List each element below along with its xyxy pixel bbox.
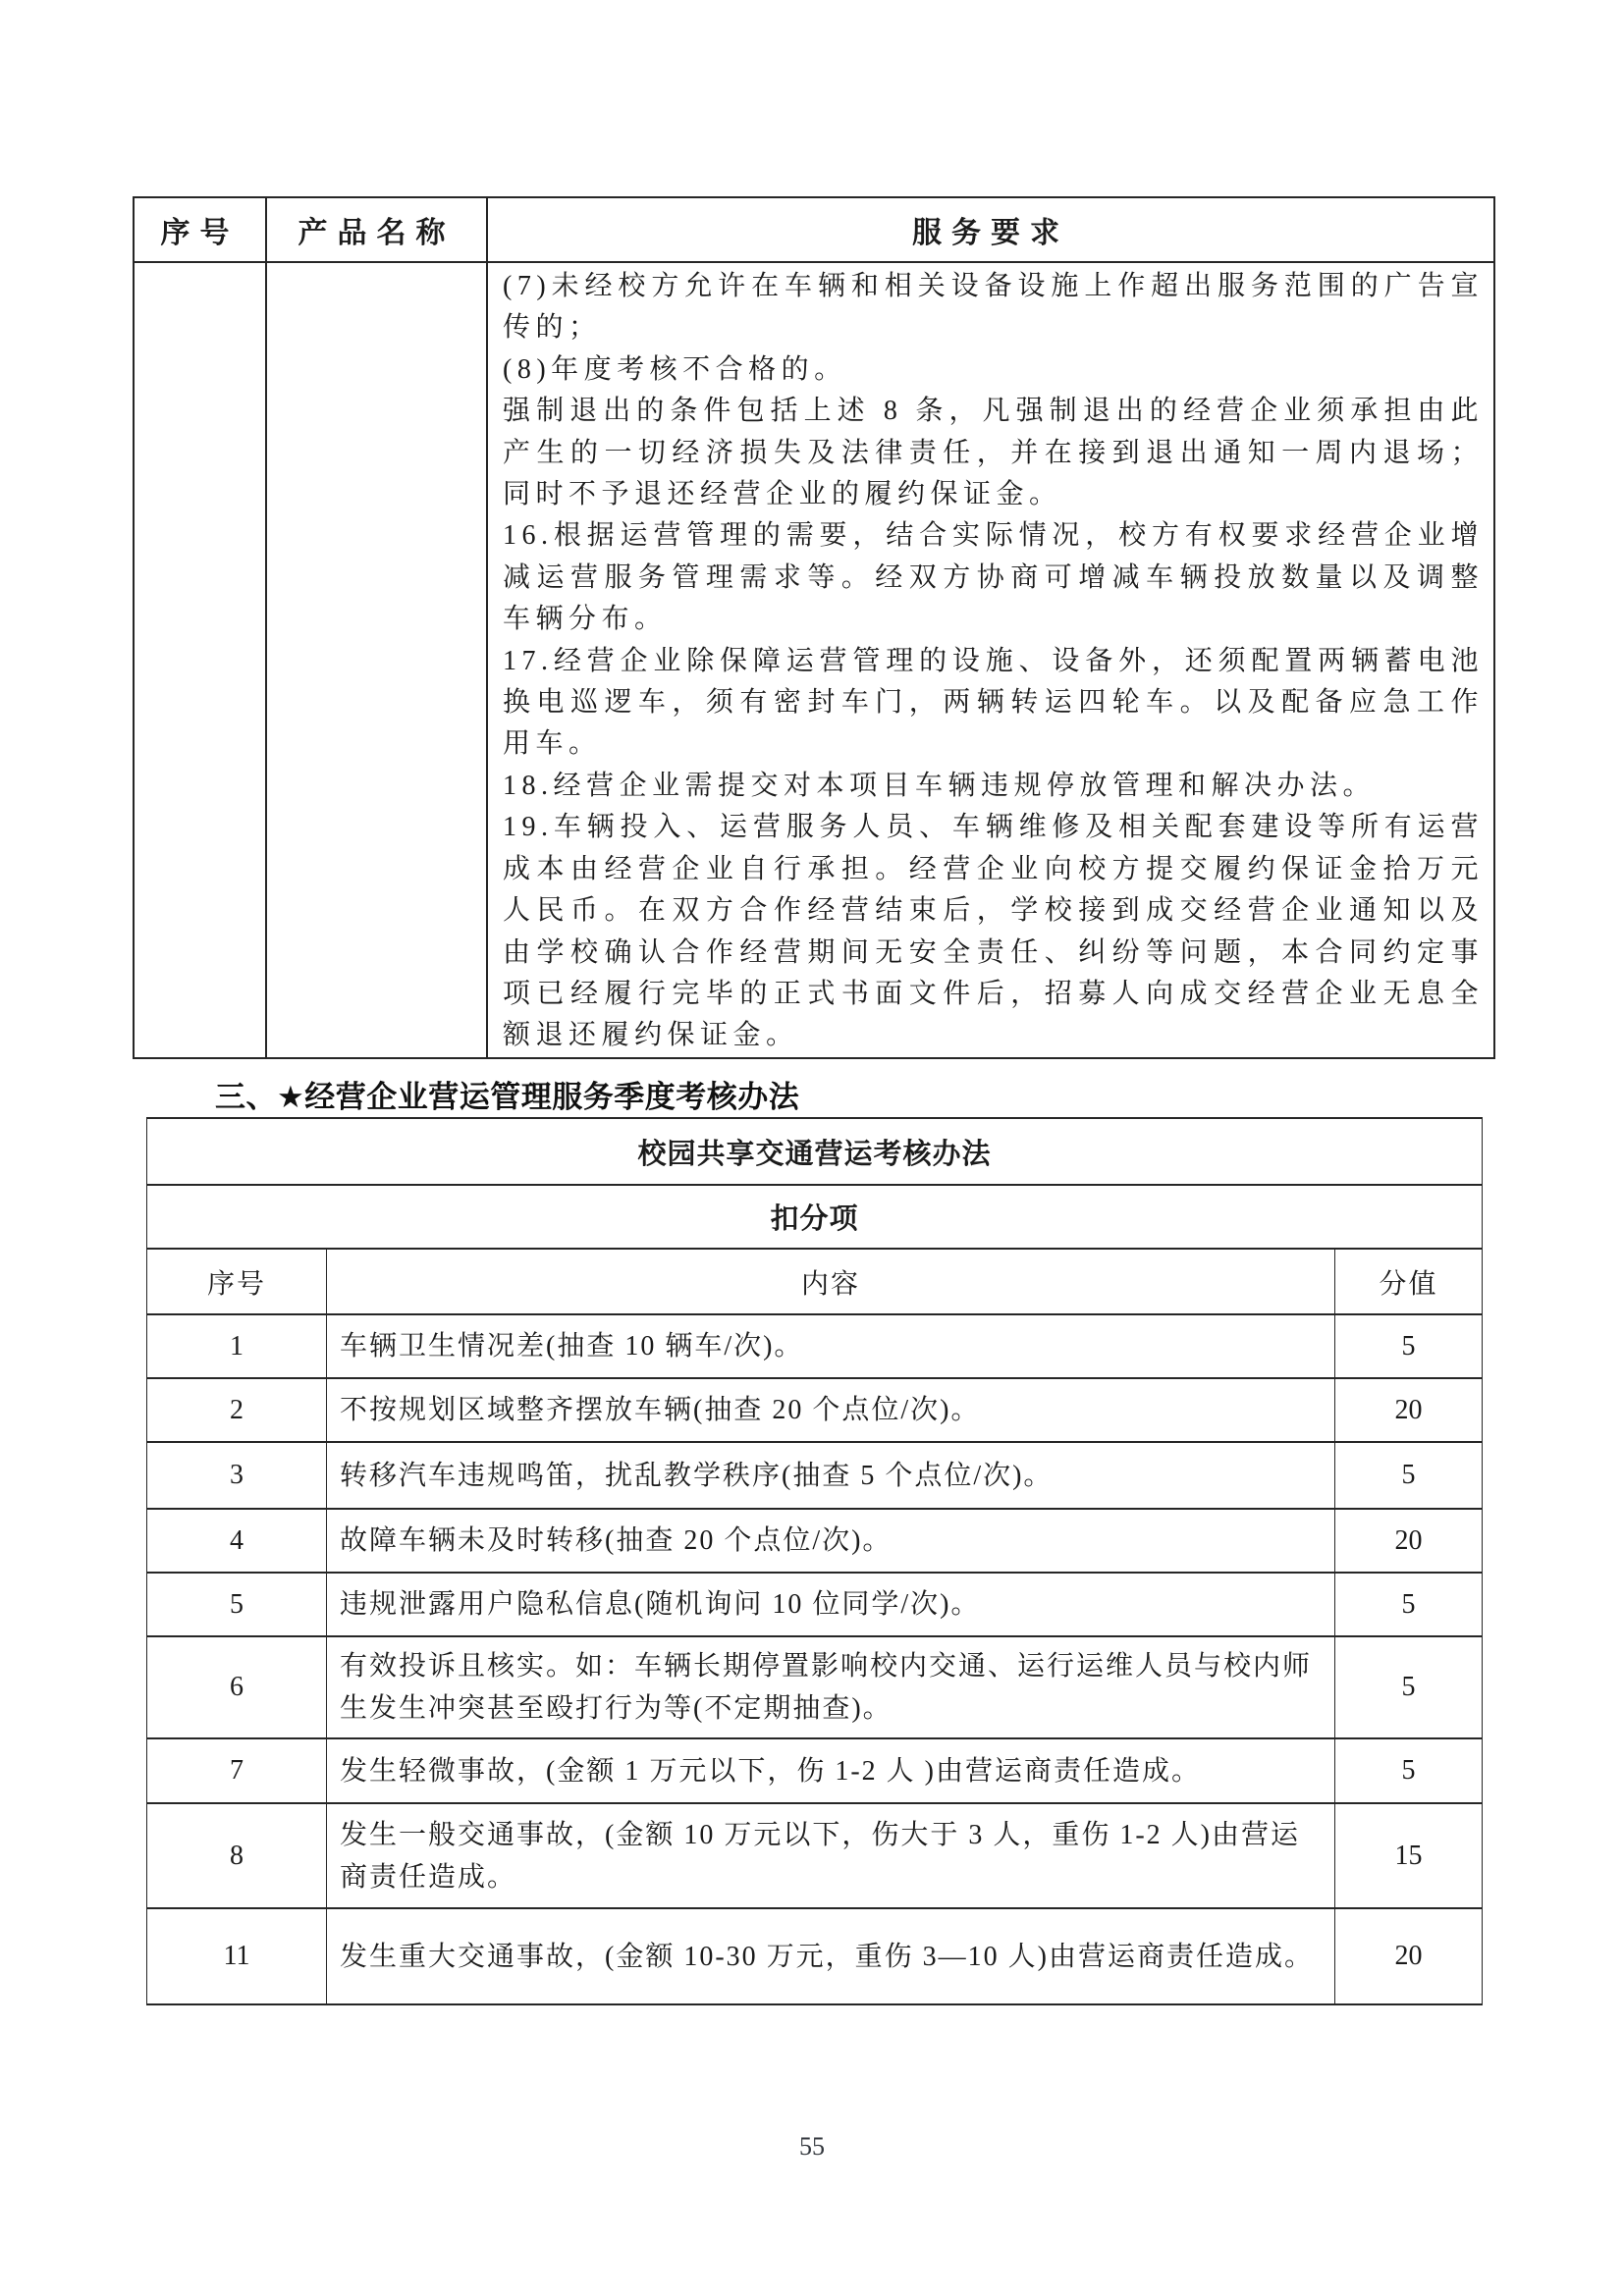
service-paragraph: (8)年度考核不合格的。 <box>503 353 847 385</box>
row-content-cell: 转移汽车违规鸣笛，扰乱教学秩序(抽查 5 个点位/次)。 <box>327 1442 1335 1509</box>
table1-product-name-cell <box>266 262 487 1058</box>
table-row <box>147 1803 1483 1908</box>
row-score-cell: 5 <box>1335 1573 1483 1636</box>
table-row <box>147 1378 1483 1442</box>
row-number-cell: 8 <box>147 1803 327 1908</box>
table1-serial-cell <box>134 262 266 1058</box>
row-number-cell: 4 <box>147 1509 327 1573</box>
table-row <box>147 1908 1483 2004</box>
table1-header-service-requirements: 服务要求 <box>487 197 1494 262</box>
table2-header-content: 内容 <box>327 1249 1335 1314</box>
row-number-cell: 3 <box>147 1442 327 1509</box>
row-score-cell: 20 <box>1335 1378 1483 1442</box>
assessment-table-title: 校园共享交通营运考核办法 <box>147 1118 1483 1185</box>
service-paragraph: 16.根据运营管理的需要，结合实际情况，校方有权要求经营企业增减运营服务管理需求等。经双方协商可增减车辆投放数量以及调整车辆分布。 <box>503 520 1484 635</box>
service-paragraph: 17.经营企业除保障运营管理的设施、设备外，还须配置两辆蓄电池换电巡逻车，须有密封车门，两辆转运四轮车。以及配备应急工作用车。 <box>503 645 1484 760</box>
row-score-cell: 20 <box>1335 1509 1483 1573</box>
row-number-cell: 2 <box>147 1378 327 1442</box>
row-score-cell: 5 <box>1335 1314 1483 1378</box>
row-content-cell: 发生轻微事故，(金额 1 万元以下，伤 1-2 人 )由营运商责任造成。 <box>327 1738 1335 1803</box>
row-score-cell: 15 <box>1335 1803 1483 1908</box>
row-content-cell: 违规泄露用户隐私信息(随机询问 10 位同学/次)。 <box>327 1573 1335 1636</box>
section-heading: 三、★经营企业营运管理服务季度考核办法 <box>215 1080 800 1114</box>
deduction-section-label: 扣分项 <box>147 1185 1483 1249</box>
table1-body-row <box>134 262 1494 1058</box>
table2-header-serial: 序号 <box>147 1249 327 1314</box>
table-row <box>147 1442 1483 1509</box>
table-row <box>147 1314 1483 1378</box>
row-number-cell: 6 <box>147 1636 327 1738</box>
table1-header-product-name: 产品名称 <box>266 197 487 262</box>
row-score-cell: 5 <box>1335 1442 1483 1509</box>
assessment-title-row <box>147 1118 1483 1185</box>
product-service-table <box>133 196 1495 1059</box>
deduction-section-row <box>147 1185 1483 1249</box>
table1-header-serial: 序号 <box>134 197 266 262</box>
table1-header-row <box>134 197 1494 262</box>
row-content-cell: 发生一般交通事故，(金额 10 万元以下，伤大于 3 人，重伤 1-2 人)由营运商责任造成。 <box>327 1803 1335 1908</box>
service-paragraph: (7)未经校方允许在车辆和相关设备设施上作超出服务范围的广告宣传的； <box>503 271 1484 344</box>
row-number-cell: 1 <box>147 1314 327 1378</box>
table2-header-score: 分值 <box>1335 1249 1483 1314</box>
table1-service-requirements-cell <box>487 262 1494 1058</box>
table2-header-row <box>147 1249 1483 1314</box>
row-content-cell: 不按规划区域整齐摆放车辆(抽查 20 个点位/次)。 <box>327 1378 1335 1442</box>
row-number-cell: 11 <box>147 1908 327 2004</box>
service-paragraph: 强制退出的条件包括上述 8 条，凡强制退出的经营企业须承担由此产生的一切经济损失及法律责任，并在接到退出通知一周内退场；同时不予退还经营企业的履约保证金。 <box>503 396 1484 510</box>
assessment-table <box>146 1117 1483 2005</box>
row-content-cell: 发生重大交通事故，(金额 10-30 万元，重伤 3—10 人)由营运商责任造成。 <box>327 1908 1335 2004</box>
row-content-cell: 有效投诉且核实。如：车辆长期停置影响校内交通、运行运维人员与校内师生发生冲突甚至殴打行为等(不定期抽查)。 <box>327 1636 1335 1738</box>
table-row <box>147 1738 1483 1803</box>
row-score-cell: 5 <box>1335 1738 1483 1803</box>
table-row <box>147 1636 1483 1738</box>
row-number-cell: 5 <box>147 1573 327 1636</box>
row-score-cell: 20 <box>1335 1908 1483 2004</box>
service-paragraph: 18.经营企业需提交对本项目车辆违规停放管理和解决办法。 <box>503 770 1377 801</box>
table-row <box>147 1509 1483 1573</box>
page-number: 55 <box>799 2132 825 2161</box>
row-content-cell: 故障车辆未及时转移(抽查 20 个点位/次)。 <box>327 1509 1335 1573</box>
row-number-cell: 7 <box>147 1738 327 1803</box>
table-row <box>147 1573 1483 1636</box>
row-score-cell: 5 <box>1335 1636 1483 1738</box>
service-paragraph: 19.车辆投入、运营服务人员、车辆维修及相关配套建设等所有运营成本由经营企业自行承担。经营企业向校方提交履约保证金拾万元人民币。在双方合作经营结束后，学校接到成交经营企业通知以及由学校确认合作经营期间无安全责任、纠纷等问题，本合同约定事项已经履行完毕的正式书面文件后，招募人向成交经营企业无息全额退还履约保证金。 <box>503 812 1484 1051</box>
row-content-cell: 车辆卫生情况差(抽查 10 辆车/次)。 <box>327 1314 1335 1378</box>
